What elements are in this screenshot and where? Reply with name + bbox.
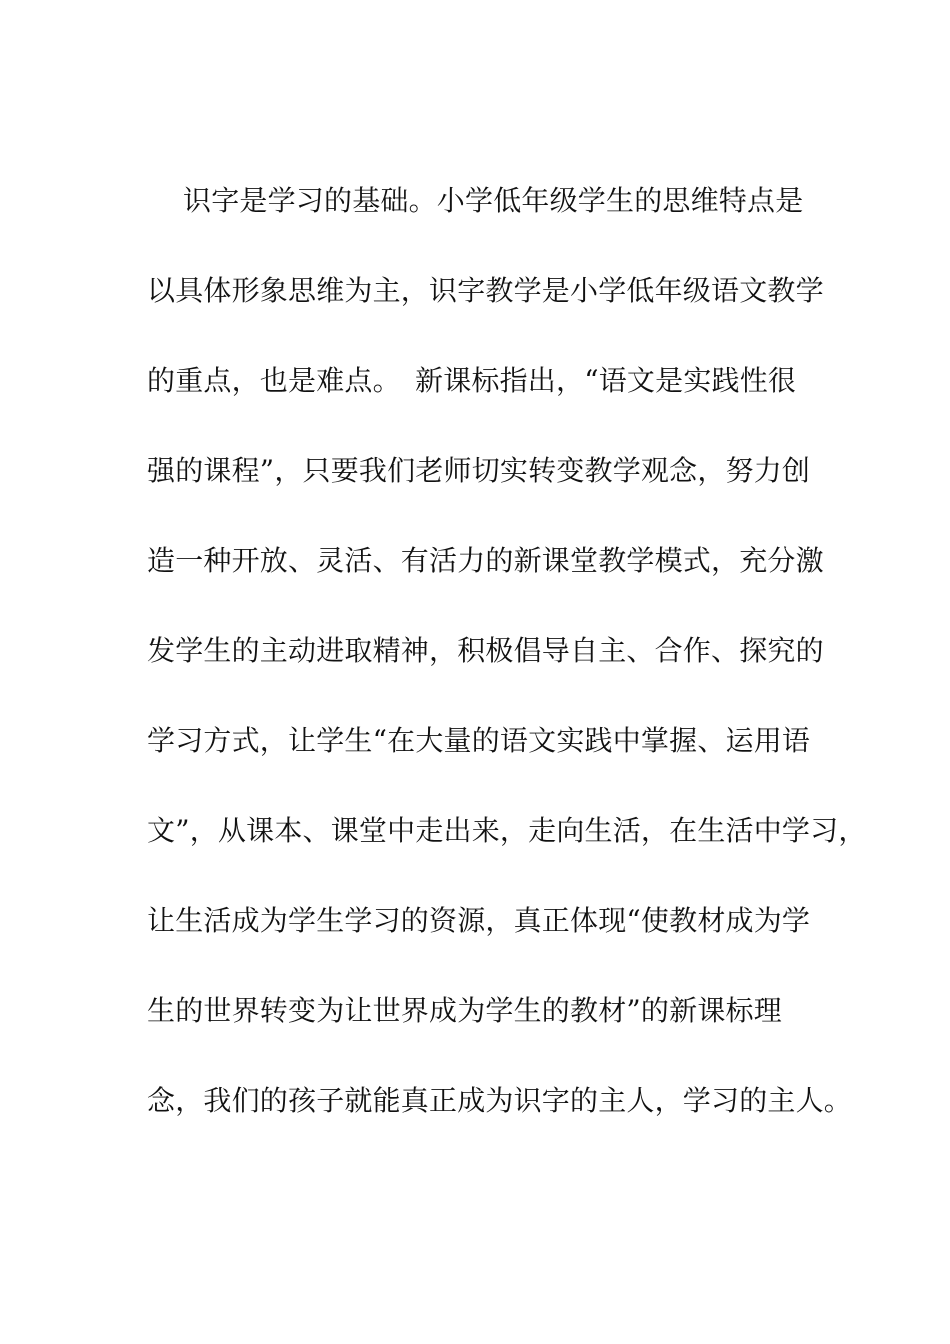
paragraph-line-9: 让生活成为学生学习的资源，真正体现“使教材成为学 (147, 904, 811, 937)
paragraph-line-4: 强的课程”，只要我们老师切实转变教学观念，努力创 (147, 454, 811, 487)
paragraph-line-1: 识字是学习的基础。小学低年级学生的思维特点是 (183, 184, 804, 217)
paragraph-line-5: 造一种开放、灵活、有活力的新课堂教学模式，充分激 (147, 544, 824, 577)
paragraph-line-11: 念，我们的孩子就能真正成为识字的主人，学习的主人。 (147, 1084, 853, 1117)
paragraph (147, 176, 867, 1166)
paragraph-line-7: 学习方式，让学生“在大量的语文实践中掌握、运用语 (147, 724, 811, 757)
paragraph-line-10: 生的世界转变为让世界成为学生的教材”的新课标理 (147, 994, 782, 1027)
paragraph-line-6: 发学生的主动进取精神，积极倡导自主、合作、探究的 (147, 634, 824, 667)
paragraph-line-2: 以具体形象思维为主，识字教学是小学低年级语文教学 (147, 274, 824, 307)
paragraph-line-8: 文”，从课本、课堂中走出来，走向生活，在生活中学习， (147, 814, 867, 847)
paragraph-line-3: 的重点，也是难点。 新课标指出，“语文是实践性很 (147, 364, 797, 397)
